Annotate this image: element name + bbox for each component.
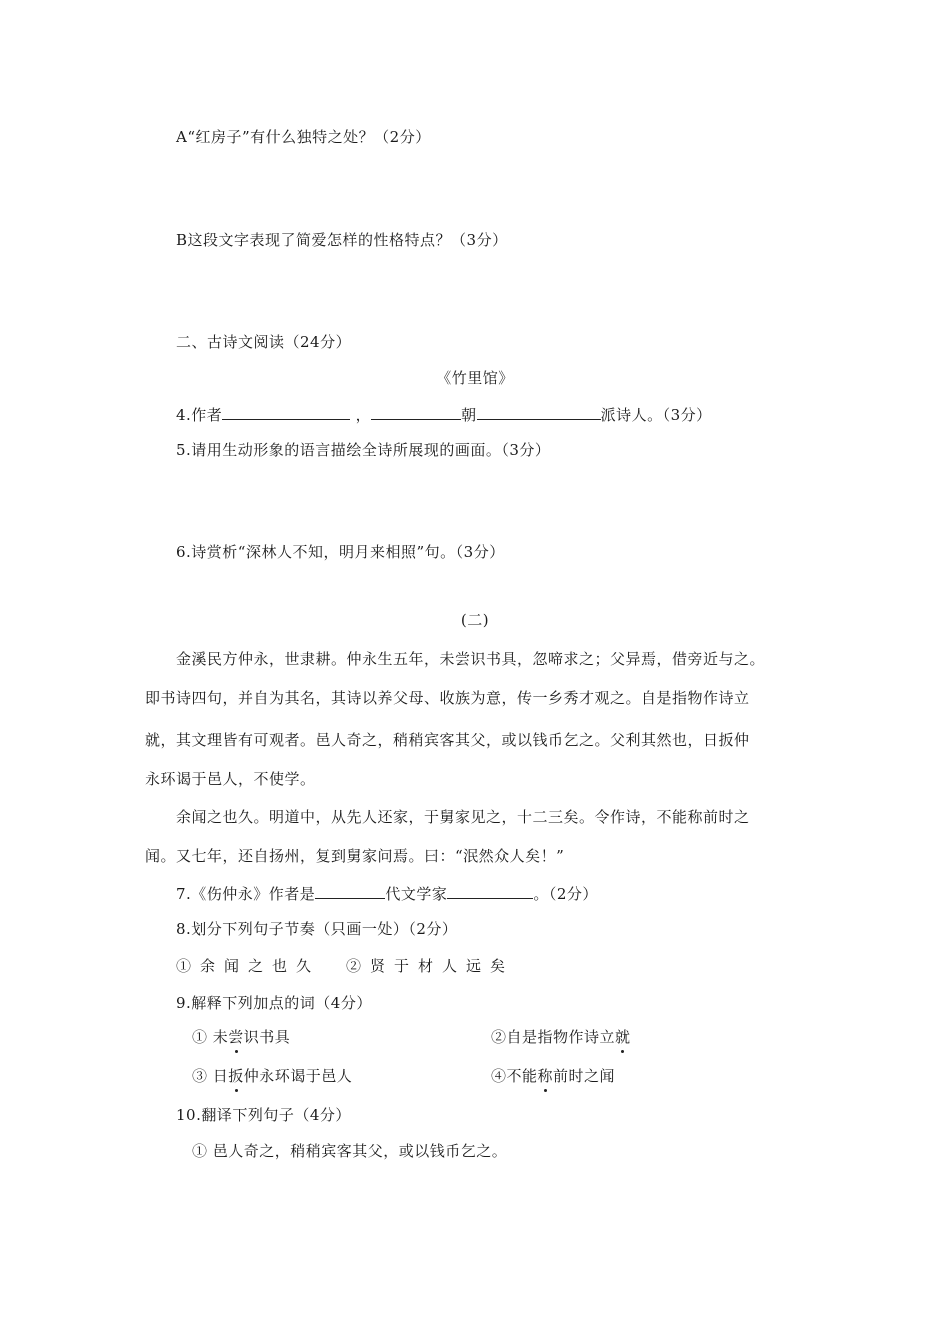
question-b: B这段文字表现了简爱怎样的性格特点？（3分） bbox=[176, 231, 508, 249]
part-2-title: (二) bbox=[460, 611, 490, 629]
q4-school: 派诗人。（3分） bbox=[600, 406, 712, 424]
q4-prefix: 4.作者 bbox=[176, 406, 223, 424]
question-8: 8.划分下列句子节奏（只画一处）（2分） bbox=[176, 920, 458, 938]
q4-dynasty-blank[interactable] bbox=[371, 403, 461, 420]
q9-item-1 bbox=[192, 1026, 290, 1048]
q8-item-2: ②贤于材人远矣 bbox=[346, 957, 515, 975]
q7-dynasty-blank[interactable] bbox=[315, 882, 385, 899]
q7-prefix: 7.《伤仲永》作者是 bbox=[176, 885, 316, 903]
passage-p2-line1: 余闻之也久。明道中，从先人还家，于舅家见之，十二三矣。令作诗，不能称前时之 bbox=[176, 808, 750, 826]
q9-item-2-pre: ②自是指物作诗立 bbox=[491, 1028, 616, 1046]
passage-p2-line2: 闻。又七年，还自扬州，复到舅家问焉。曰：“泯然众人矣！” bbox=[145, 847, 565, 865]
q9-item-4-dotted: 称 bbox=[537, 1067, 554, 1085]
q9-item-3-dotted: 扳 bbox=[228, 1067, 244, 1085]
q9-item-2-dotted: 就 bbox=[615, 1028, 631, 1046]
q9-item-1-dotted: 尝 bbox=[228, 1028, 244, 1046]
question-a: A“红房子”有什么独特之处？（2分） bbox=[176, 128, 431, 146]
q9-item-1-pre: ① 未 bbox=[192, 1028, 229, 1046]
q9-item-4-post: 前时之闻 bbox=[553, 1067, 616, 1085]
question-7 bbox=[176, 882, 598, 905]
question-6: 6.诗赏析“深林人不知，明月来相照”句。（3分） bbox=[176, 543, 505, 561]
q7-suffix: 。（2分） bbox=[533, 885, 598, 903]
q9-item-4-pre: ④不能 bbox=[491, 1067, 538, 1085]
q7-mid: 代文学家 bbox=[385, 885, 448, 903]
passage-p1-line4: 永环谒于邑人，不使学。 bbox=[145, 770, 316, 788]
passage-p1-line2: 即书诗四句，并自为其名，其诗以养父母、收族为意，传一乡秀才观之。自是指物作诗立 bbox=[145, 689, 750, 707]
q8-item-1: ①余闻之也久 bbox=[176, 957, 321, 975]
q9-item-3 bbox=[192, 1065, 352, 1087]
q9-item-3-pre: ③ 日 bbox=[192, 1067, 229, 1085]
q4-comma: ， bbox=[355, 406, 372, 424]
q10-item-1: ① 邑人奇之，稍稍宾客其父，或以钱币乞之。 bbox=[192, 1142, 508, 1160]
question-10: 10.翻译下列句子（4分） bbox=[176, 1106, 351, 1124]
passage-p1-line3: 就，其文理皆有可观者。邑人奇之，稍稍宾客其父，或以钱币乞之。父利其然也，日扳仲 bbox=[145, 731, 750, 749]
q4-author-blank[interactable] bbox=[222, 403, 350, 420]
q9-item-3-post: 仲永环谒于邑人 bbox=[243, 1067, 353, 1085]
q4-school-blank[interactable] bbox=[477, 403, 601, 420]
poem-title: 《竹里馆》 bbox=[436, 369, 514, 387]
question-4 bbox=[176, 403, 712, 426]
question-5: 5.请用生动形象的语言描绘全诗所展现的画面。（3分） bbox=[176, 441, 551, 459]
section-2-title: 二、古诗文阅读（24分） bbox=[176, 333, 352, 351]
question-8-items bbox=[176, 955, 514, 977]
q4-dynasty: 朝 bbox=[461, 406, 477, 424]
q7-author-blank[interactable] bbox=[447, 882, 533, 899]
passage-p1-line1: 金溪民方仲永，世隶耕。仲永生五年，未尝识书具，忽啼求之；父异焉，借旁近与之。 bbox=[176, 650, 766, 668]
question-9: 9.解释下列加点的词（4分） bbox=[176, 994, 372, 1012]
q9-item-1-post: 识书具 bbox=[243, 1028, 291, 1046]
q9-item-2 bbox=[491, 1026, 631, 1048]
q9-item-4 bbox=[491, 1065, 615, 1087]
